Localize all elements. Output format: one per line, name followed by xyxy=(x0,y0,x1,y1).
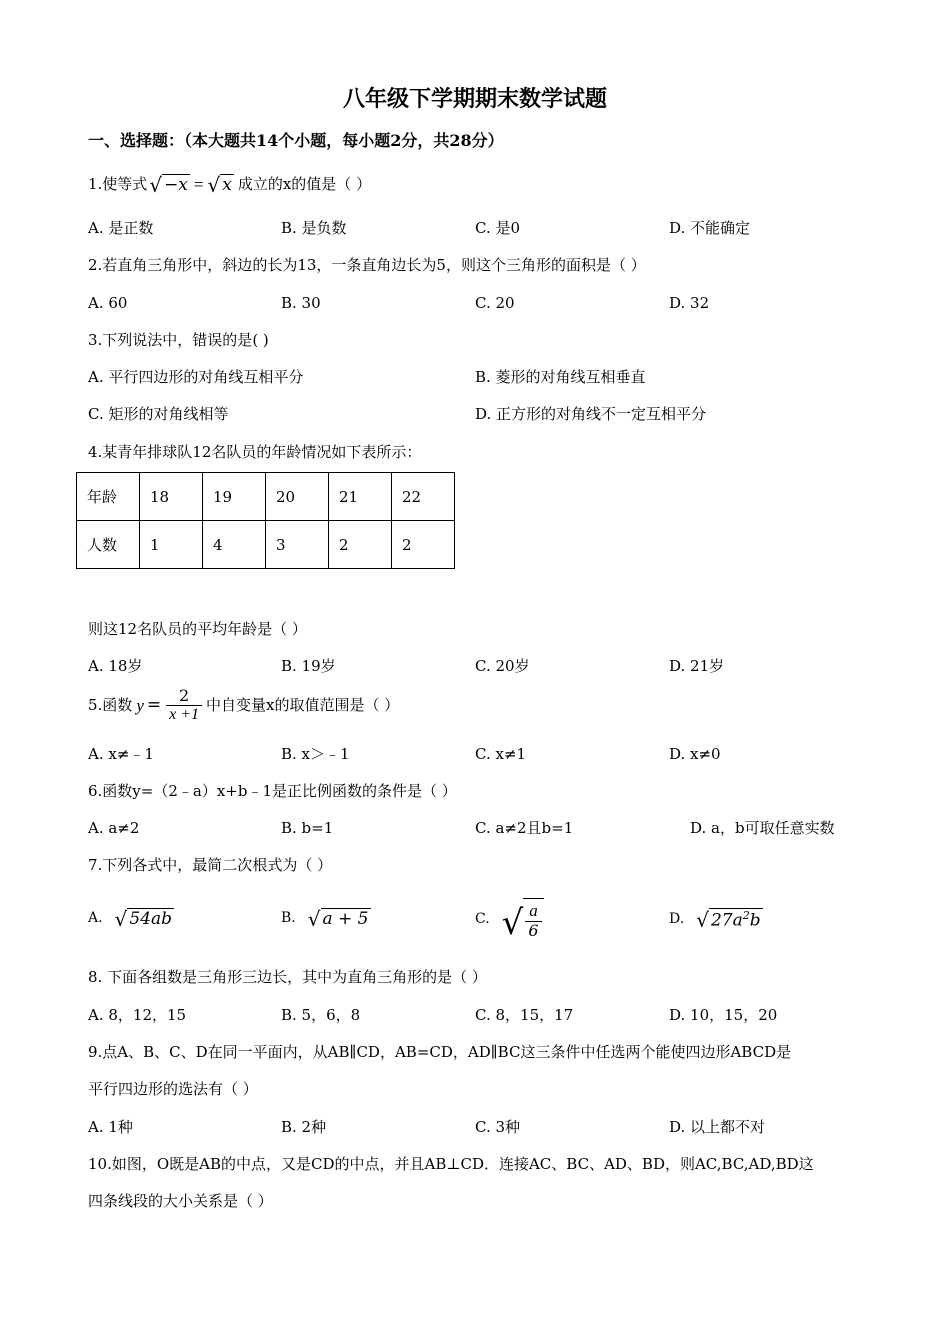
q5-fraction xyxy=(166,687,202,725)
q7-label-b: B. xyxy=(281,910,296,927)
q3-option-c: C. 矩形的对角线相等 xyxy=(88,405,229,423)
question-6: 6.函数y=（2﹣a）x+b﹣1是正比例函数的条件是（ ） xyxy=(88,782,457,800)
question-7: 7.下列各式中，最简二次根式为（ ） xyxy=(88,856,333,874)
q9-option-a: A. 1种 xyxy=(88,1118,133,1136)
q3-option-a: A. 平行四边形的对角线互相平分 xyxy=(88,368,304,386)
q8-option-b: B. 5，6，8 xyxy=(281,1006,361,1024)
q4-question: 则这12名队员的平均年龄是（ ） xyxy=(88,620,307,638)
q4-option-a: A. 18岁 xyxy=(88,657,143,675)
q2-option-b: B. 30 xyxy=(281,294,321,312)
question-2: 2.若直角三角形中，斜边的长为13，一条直角边长为5，则这个三角形的面积是（ ） xyxy=(88,256,646,274)
q8-option-a: A. 8，12，15 xyxy=(88,1006,187,1024)
table-cell: 4 xyxy=(203,521,266,569)
q4-option-c: C. 20岁 xyxy=(475,657,530,675)
q5-eq: = xyxy=(146,695,162,716)
q7-sqrt-a: √ 54ab xyxy=(114,906,172,931)
question-5 xyxy=(88,687,399,725)
q1-sqrt-right: √ x xyxy=(207,172,232,197)
table-cell: 1 xyxy=(140,521,203,569)
q4-option-d: D. 21岁 xyxy=(669,657,725,675)
q1-suffix: 成立的x的值是（ ） xyxy=(237,174,372,193)
q7-option-a xyxy=(88,908,174,929)
q7-expr-b: a + 5 xyxy=(322,909,369,929)
q1-prefix: 1.使等式 xyxy=(88,174,148,193)
q5-numerator: 2 xyxy=(178,686,190,705)
q7-sqrt-d: √ $27a^2b$ xyxy=(696,908,761,933)
q7-d-base: 27a xyxy=(710,910,743,931)
q7-d-tail: b xyxy=(749,910,761,931)
table-cell: 18 xyxy=(140,473,203,521)
section-heading: 一、选择题：（本大题共14个小题，每小题2分，共28分） xyxy=(88,131,504,150)
q6-option-a: A. a≠2 xyxy=(88,819,140,837)
question-9-line-2: 平行四边形的选法有（ ） xyxy=(88,1080,258,1098)
question-8: 8. 下面各组数是三角形三边长，其中为直角三角形的是（ ） xyxy=(88,968,487,986)
q7-expr-a: 54ab xyxy=(129,909,172,929)
q6-option-d: D. a，b可取任意实数 xyxy=(690,819,835,837)
q3-option-d: D. 正方形的对角线不一定互相平分 xyxy=(475,405,707,423)
q7-option-c xyxy=(475,898,544,943)
q1-sqrt-left: √ −x xyxy=(149,172,188,197)
q7-label-a: A. xyxy=(88,910,103,927)
q9-option-d: D. 以上都不对 xyxy=(669,1118,766,1136)
q5-option-b: B. x＞﹣1 xyxy=(281,745,350,763)
question-1 xyxy=(88,174,371,195)
q1-option-d: D. 不能确定 xyxy=(669,219,751,237)
table-row-count xyxy=(77,521,455,569)
q7-sqrt-b: √ a + 5 xyxy=(307,906,369,931)
q5-denominator: x +1 xyxy=(166,705,202,724)
table-cell: 19 xyxy=(203,473,266,521)
q6-option-c: C. a≠2且b=1 xyxy=(475,819,574,837)
q5-prefix: 5.函数 xyxy=(88,696,133,715)
question-9-line-1: 9.点A、B、C、D在同一平面内，从AB∥CD，AB=CD，AD∥BC这三条件中任选两个能使四边形ABCD是 xyxy=(88,1043,792,1061)
question-10-line-2: 四条线段的大小关系是（ ） xyxy=(88,1192,273,1210)
table-cell: 人数 xyxy=(77,521,140,569)
q7-c-numerator: a xyxy=(529,901,538,920)
q5-option-d: D. x≠0 xyxy=(669,745,721,763)
q7-sqrt-c: √ $\frac{a}{6}$ xyxy=(502,898,544,940)
q8-option-d: D. 10，15，20 xyxy=(669,1006,778,1024)
q8-option-c: C. 8，15，17 xyxy=(475,1006,574,1024)
q5-option-c: C. x≠1 xyxy=(475,745,527,763)
q5-option-a: A. x≠﹣1 xyxy=(88,745,154,763)
table-cell: 3 xyxy=(266,521,329,569)
q1-option-a: A. 是正数 xyxy=(88,219,154,237)
question-3: 3.下列说法中，错误的是( ) xyxy=(88,331,269,349)
q4-option-b: B. 19岁 xyxy=(281,657,336,675)
q2-option-c: C. 20 xyxy=(475,294,515,312)
table-cell: 2 xyxy=(329,521,392,569)
q9-option-c: C. 3种 xyxy=(475,1118,521,1136)
q3-option-b: B. 菱形的对角线互相垂直 xyxy=(475,368,646,386)
question-4: 4.某青年排球队12名队员的年龄情况如下表所示： xyxy=(88,443,422,461)
q7-option-b xyxy=(281,908,371,929)
q2-option-a: A. 60 xyxy=(88,294,128,312)
q7-option-d xyxy=(669,908,763,933)
q7-c-denominator: 6 xyxy=(525,921,541,940)
q1-equals: = xyxy=(193,174,204,194)
q7-label-d: D. xyxy=(669,911,685,928)
page-title: 八年级下学期期末数学试题 xyxy=(342,86,607,112)
table-cell: 20 xyxy=(266,473,329,521)
table-cell: 22 xyxy=(392,473,455,521)
age-table xyxy=(76,472,455,569)
table-row-age xyxy=(77,473,455,521)
q5-y: y xyxy=(136,696,144,716)
q6-option-b: B. b=1 xyxy=(281,819,334,837)
q7-d-exponent: 2 xyxy=(742,909,750,922)
q1-radicand-right: x xyxy=(222,175,232,195)
q7-label-c: C. xyxy=(475,910,490,927)
q1-option-c: C. 是0 xyxy=(475,219,521,237)
table-cell: 2 xyxy=(392,521,455,569)
table-cell: 年龄 xyxy=(77,473,140,521)
q2-option-d: D. 32 xyxy=(669,294,710,312)
q1-option-b: B. 是负数 xyxy=(281,219,347,237)
question-10-line-1: 10.如图，O既是AB的中点，又是CD的中点，并且AB⊥CD．连接AC、BC、AD、BD，则AC,BC,AD,BD这 xyxy=(88,1155,814,1173)
q1-radicand-left: −x xyxy=(164,175,188,195)
q5-suffix: 中自变量x的取值范围是（ ） xyxy=(206,696,400,715)
table-cell: 21 xyxy=(329,473,392,521)
q9-option-b: B. 2种 xyxy=(281,1118,327,1136)
